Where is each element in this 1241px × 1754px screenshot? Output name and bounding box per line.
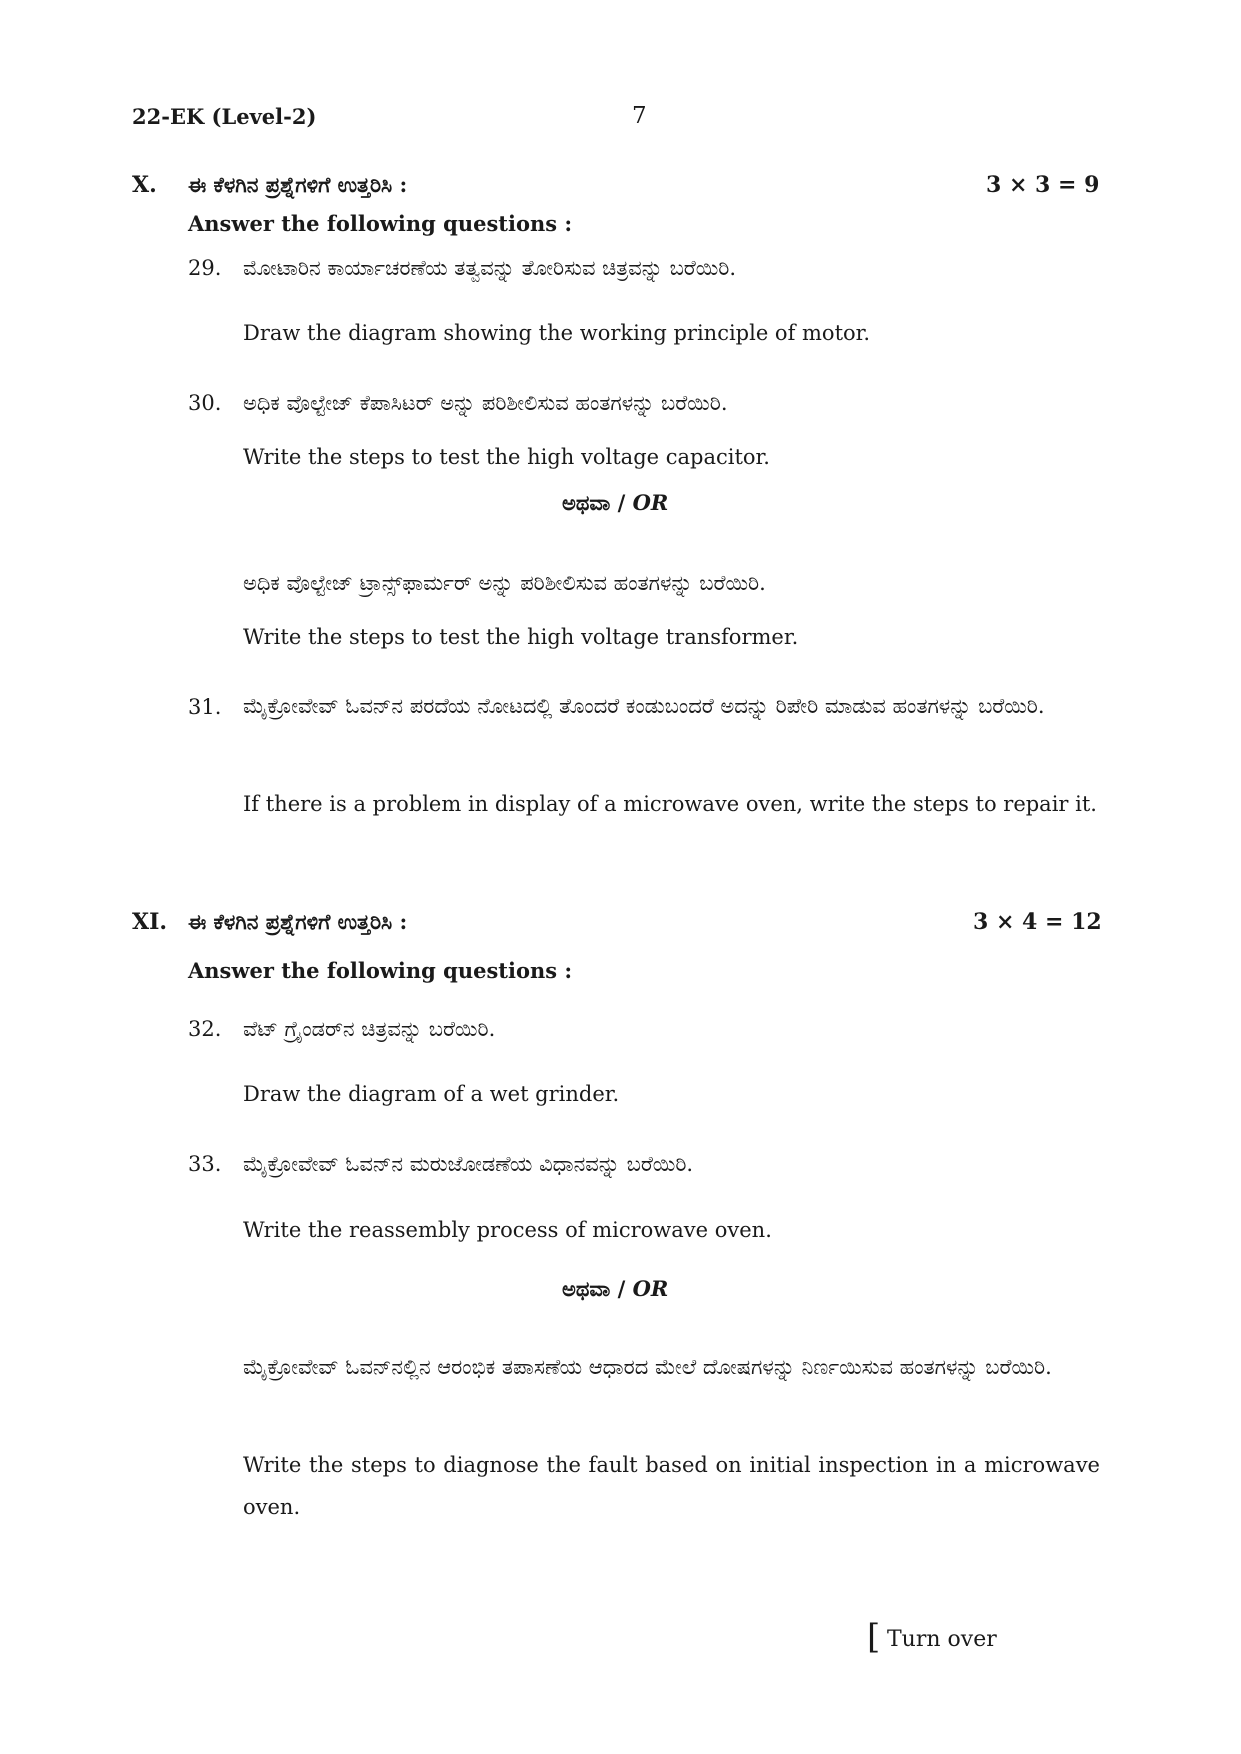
question-31-kannada: ಮೈಕ್ರೋವೇವ್ ಓವನ್‌ನ ಪರದೆಯ ನೋಟದಲ್ಲಿ ತೊಂದರೆ ಕಂಡುಬಂದರೆ ಅದನ್ನು ರಿಪೇರಿ ಮಾಡುವ ಹಂತಗಳನ್ನು ಬರೆಯಿರಿ. bbox=[243, 694, 1045, 718]
question-30-alt-kannada: ಅಧಿಕ ವೊಲ್ಟೇಜ್ ಟ್ರಾನ್ಸ್‌ಫಾರ್ಮರ್ ಅನ್ನು ಪರಿಶೀಲಿಸುವ ಹಂತಗಳನ್ನು ಬರೆಯಿರಿ. bbox=[243, 571, 766, 595]
section-xi-heading-english: Answer the following questions : bbox=[188, 958, 573, 983]
or-separator-33 bbox=[562, 1276, 668, 1302]
section-xi-number: XI. bbox=[132, 909, 168, 935]
question-33-alt-kannada: ಮೈಕ್ರೋವೇವ್ ಓವನ್‌ನಲ್ಲಿನ ಆರಂಭಿಕ ತಪಾಸಣೆಯ ಆಧಾರದ ಮೇಲೆ ದೋಷಗಳನ್ನು ನಿರ್ಣಯಿಸುವ ಹಂತಗಳನ್ನು ಬರೆಯಿರಿ. bbox=[243, 1355, 1052, 1379]
question-number-31: 31. bbox=[188, 695, 222, 719]
question-number-30: 30. bbox=[188, 391, 222, 415]
question-33-alt-english: Write the steps to diagnose the fault based on initial inspection in a microwave oven. bbox=[243, 1453, 1100, 1519]
question-31-english: If there is a problem in display of a microwave oven, write the steps to repair it. bbox=[243, 792, 1097, 816]
turn-over-text: Turn over bbox=[887, 1627, 997, 1652]
question-number-32: 32. bbox=[188, 1017, 222, 1041]
section-x-marks: 3 × 3 = 9 bbox=[986, 172, 1100, 198]
or-english-33: OR bbox=[632, 1276, 669, 1301]
question-33-english: Write the reassembly process of microwave oven. bbox=[243, 1218, 772, 1242]
question-33-kannada: ಮೈಕ್ರೋವೇವ್ ಓವನ್‌ನ ಮರುಜೋಡಣೆಯ ವಿಧಾನವನ್ನು ಬರೆಯಿರಿ. bbox=[243, 1152, 694, 1176]
question-30-english: Write the steps to test the high voltage capacitor. bbox=[243, 445, 770, 469]
or-separator-30 bbox=[562, 490, 668, 516]
question-number-29: 29. bbox=[188, 256, 222, 280]
section-xi-heading-kannada: ಈ ಕೆಳಗಿನ ಪ್ರಶ್ನೆಗಳಿಗೆ ಉತ್ತರಿಸಿ : bbox=[188, 909, 408, 934]
question-29-kannada: ಮೋಟಾರಿನ ಕಾರ್ಯಾಚರಣೆಯ ತತ್ವವನ್ನು ತೋರಿಸುವ ಚಿತ್ರವನ್ನು ಬರೆಯಿರಿ. bbox=[243, 256, 737, 280]
question-32-english: Draw the diagram of a wet grinder. bbox=[243, 1082, 620, 1106]
page-number: 7 bbox=[632, 103, 647, 129]
or-kannada-33: ಅಥವಾ / bbox=[562, 1276, 626, 1301]
section-x-heading-english: Answer the following questions : bbox=[188, 211, 573, 236]
question-29-english: Draw the diagram showing the working principle of motor. bbox=[243, 321, 871, 345]
section-x-heading-kannada: ಈ ಕೆಳಗಿನ ಪ್ರಶ್ನೆಗಳಿಗೆ ಉತ್ತರಿಸಿ : bbox=[188, 172, 408, 197]
turn-over-bracket: [ bbox=[867, 1617, 881, 1657]
section-xi-marks: 3 × 4 = 12 bbox=[973, 909, 1102, 935]
paper-code: 22-EK (Level-2) bbox=[132, 104, 317, 129]
question-30-kannada: ಅಧಿಕ ವೊಲ್ಟೇಜ್ ಕೆಪಾಸಿಟರ್ ಅನ್ನು ಪರಿಶೀಲಿಸುವ ಹಂತಗಳನ್ನು ಬರೆಯಿರಿ. bbox=[243, 391, 728, 415]
or-english-30: OR bbox=[632, 490, 669, 515]
question-30-alt-english: Write the steps to test the high voltage transformer. bbox=[243, 625, 799, 649]
or-kannada-30: ಅಥವಾ / bbox=[562, 490, 626, 515]
section-x-number: X. bbox=[132, 172, 157, 198]
question-number-33: 33. bbox=[188, 1152, 222, 1176]
question-32-kannada: ವೆಟ್ ಗ್ರೈಂಡರ್‌ನ ಚಿತ್ರವನ್ನು ಬರೆಯಿರಿ. bbox=[243, 1017, 496, 1041]
